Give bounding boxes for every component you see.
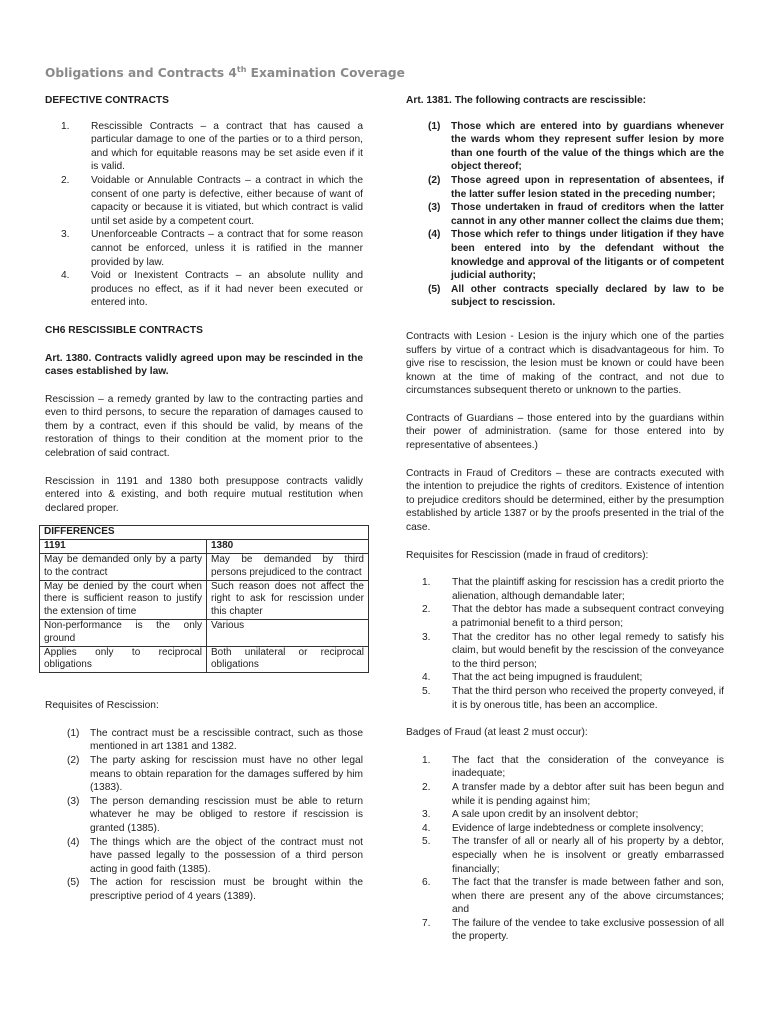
list-text: The transfer of all or nearly all of his property by a debtor, especially when he is insolvent or greatly embarrassed financially; — [452, 836, 724, 875]
list-item — [45, 795, 363, 836]
table-title: DIFFERENCES — [40, 526, 369, 540]
list-number: (2) — [67, 754, 80, 766]
list-number: 4. — [61, 270, 70, 282]
list-item — [406, 631, 724, 672]
column-header-1191: 1191 — [40, 540, 207, 554]
lesion-paragraph: Contracts with Lesion - Lesion is the injury which one of the parties suffers by virtue of a contract which is disadvantageous for him. To give rise to rescission, the lesion must be known or could have been known at the time of making of the contract, and not due to circumstances subsequent thereto or unknown to the parties. — [406, 330, 724, 397]
list-text: Unenforceable Contracts – a contract that for some reason cannot be enforced, unless it is ratified in the manner provided by law. — [91, 229, 363, 268]
list-item — [45, 174, 363, 228]
list-number: 1. — [422, 754, 431, 766]
list-number: 5. — [422, 685, 431, 697]
rescission-1191-paragraph: Rescission in 1191 and 1380 both presuppose contracts validly entered into & existing, and both require mutual restitution when declared proper. — [45, 475, 363, 514]
list-item — [45, 727, 363, 754]
left-column — [45, 94, 363, 904]
list-number: 7. — [422, 917, 431, 929]
list-text: The failure of the vendee to take exclusive possession of all the property. — [452, 917, 724, 943]
art-1380-text: Art. 1380. Contracts validly agreed upon may be rescinded in the cases established by law. — [45, 352, 363, 378]
page-title-main: Obligations and Contracts 4 — [45, 66, 237, 80]
column-header-1380: 1380 — [207, 540, 369, 554]
list-item — [406, 685, 724, 712]
list-number: 2. — [61, 174, 70, 186]
list-number: 5. — [422, 836, 431, 848]
page-title — [45, 64, 405, 82]
list-number: 1. — [61, 120, 70, 132]
defective-contracts-list — [45, 120, 363, 310]
table-title-row — [40, 526, 369, 540]
rescission-definition: Rescission – a remedy granted by law to the contracting parties and even to third persons, to secure the reparation of damages caused to them by a contract, even if this should be valid, by means of the restoration of things to their condition at the moment prior to the celebration of said contract. — [45, 393, 363, 460]
list-item — [45, 120, 363, 174]
list-item — [45, 876, 363, 903]
list-item — [45, 228, 363, 269]
list-text: A transfer made by a debtor after suit has been begun and while it is pending against him; — [452, 781, 724, 807]
list-item — [406, 781, 724, 808]
list-text: The things which are the object of the contract must not have passed legally to the possession of a third person acting in good faith (1385). — [90, 836, 363, 875]
list-text: That the third person who received the property conveyed, if it is by onerous title, has been an accomplice. — [452, 685, 724, 711]
list-text: Those agreed upon in representation of absentees, if the latter suffer lesion stated in the preceding number; — [451, 174, 724, 200]
table-cell: Both unilateral or reciprocal obligations — [207, 646, 369, 673]
page-title-rest: Examination Coverage — [246, 66, 405, 80]
list-number: (2) — [428, 174, 441, 186]
list-text: Voidable or Annulable Contracts – a contract in which the consent of one party is defective, either because of want of capacity or because it is vitiated, but which contract is valid until set aside by a competent court. — [91, 174, 363, 227]
list-text: The fact that the consideration of the conveyance is inadequate; — [452, 754, 724, 780]
list-item — [45, 269, 363, 310]
list-number: (1) — [428, 120, 441, 132]
defective-contracts-heading: DEFECTIVE CONTRACTS — [45, 95, 169, 106]
list-item — [406, 603, 724, 630]
art-1381-heading: Art. 1381. The following contracts are rescissible: — [406, 95, 647, 106]
guardians-paragraph: Contracts of Guardians – those entered into by the guardians within their power of administration. (same for those entered into by representative of absentees.) — [406, 412, 724, 452]
list-number: 2. — [422, 604, 431, 616]
list-item — [406, 754, 724, 781]
list-number: 6. — [422, 877, 431, 889]
list-number: 3. — [422, 809, 431, 821]
differences-table — [39, 525, 369, 673]
list-item — [45, 836, 363, 877]
list-text: Rescissible Contracts – a contract that has caused a particular damage to one of the parties or to a third person, and which for equitable reasons may be set aside even if it is valid. — [91, 120, 363, 173]
list-number: (1) — [67, 727, 80, 739]
list-item — [406, 671, 724, 685]
list-item — [406, 201, 724, 228]
page-title-superscript: th — [236, 64, 247, 74]
table-row — [40, 646, 369, 673]
list-number: (3) — [67, 795, 80, 807]
list-text: That the creditor has no other legal remedy to satisfy his claim, but would benefit by the rescission of the conveyance to the third person; — [452, 631, 724, 670]
fraud-paragraph: Contracts in Fraud of Creditors – these are contracts executed with the intention to prejudice the rights of creditors. Existence of intention to prejudice creditors should be determined, either by the presumption established by article 1387 or by the proofs presented in the trial of the case. — [406, 467, 724, 534]
table-row — [40, 554, 369, 581]
list-text: Evidence of large indebtedness or complete insolvency; — [452, 822, 704, 834]
table-cell: Applies only to reciprocal obligations — [40, 646, 207, 673]
list-text: That the act being impugned is fraudulent; — [452, 672, 643, 684]
list-number: (3) — [428, 202, 441, 214]
list-text: The contract must be a rescissible contract, such as those mentioned in art 1381 and 1382. — [90, 727, 363, 753]
list-text: That the debtor has made a subsequent contract conveying a patrimonial benefit to a third person; — [452, 604, 724, 629]
right-column — [406, 94, 724, 944]
list-number: 3. — [61, 229, 70, 241]
requisites-heading: Requisites of Rescission: — [45, 700, 159, 712]
table-row — [40, 580, 369, 619]
list-number: 3. — [422, 631, 431, 643]
list-number: (4) — [67, 836, 80, 848]
list-item — [406, 808, 724, 822]
list-item — [406, 917, 724, 944]
list-item — [406, 822, 724, 836]
list-number: 4. — [422, 822, 431, 834]
list-item — [406, 835, 724, 876]
table-header-row — [40, 540, 369, 554]
list-number: (5) — [428, 283, 441, 295]
table-row — [40, 620, 369, 647]
list-number: (4) — [428, 229, 441, 241]
list-text: A sale upon credit by an insolvent debtor; — [452, 809, 639, 821]
list-item — [406, 576, 724, 603]
requisites-list — [45, 727, 363, 904]
table-cell: May be denied by the court when there is sufficient reason to justify the extension of time — [40, 580, 207, 619]
fraud-requisites-heading: Requisites for Rescission (made in fraud of creditors): — [406, 549, 649, 561]
list-text: The fact that the transfer is made between father and son, when there are present any of the above circumstances; and — [452, 877, 724, 916]
list-text: The action for rescission must be brought within the prescriptive period of 4 years (1389). — [90, 877, 363, 902]
list-item — [406, 120, 724, 174]
table-cell: Various — [207, 620, 369, 647]
ch6-heading: CH6 RESCISSIBLE CONTRACTS — [45, 324, 203, 336]
list-number: 2. — [422, 781, 431, 793]
list-number: 1. — [422, 577, 431, 589]
list-number: 4. — [422, 672, 431, 684]
table-cell: Non-performance is the only ground — [40, 620, 207, 647]
list-text: Those which are entered into by guardians whenever the wards whom they represent suffer lesion by more than one fourth of the value of the things which are the object thereof; — [451, 120, 724, 173]
list-number: (5) — [67, 877, 80, 889]
list-item — [406, 174, 724, 201]
list-item — [406, 283, 724, 310]
list-text: Those which refer to things under litigation if they have been entered into by the defendant without the knowledge and approval of the litigants or of competent judicial authority; — [451, 229, 724, 282]
list-text: The party asking for rescission must have no other legal means to obtain reparation for the damages suffered by him (1383). — [90, 754, 363, 794]
list-text: Those undertaken in fraud of creditors when the latter cannot in any other manner collect the claims due them; — [451, 202, 724, 227]
list-text: Void or Inexistent Contracts – an absolute nullity and produces no effect, as if it had never been executed or entered into. — [91, 270, 363, 309]
list-text: All other contracts specially declared by law to be subject to rescission. — [451, 283, 724, 309]
badges-of-fraud-heading: Badges of Fraud (at least 2 must occur): — [406, 727, 588, 739]
art-1381-list — [406, 120, 724, 310]
list-text: That the plaintiff asking for rescission has a credit priorto the alienation, although demandable later; — [452, 577, 724, 602]
list-text: The person demanding rescission must be able to return whatever he may be obliged to restore if rescission is granted (1385). — [90, 795, 363, 834]
table-cell: May be demanded only by a party to the contract — [40, 554, 207, 581]
table-cell: May be demanded by third persons prejudiced to the contract — [207, 554, 369, 581]
list-item — [406, 228, 724, 282]
fraud-requisites-list — [406, 576, 724, 712]
table-cell: Such reason does not affect the right to ask for rescission under this chapter — [207, 580, 369, 619]
badges-of-fraud-list — [406, 754, 724, 944]
list-item — [45, 754, 363, 795]
list-item — [406, 876, 724, 917]
